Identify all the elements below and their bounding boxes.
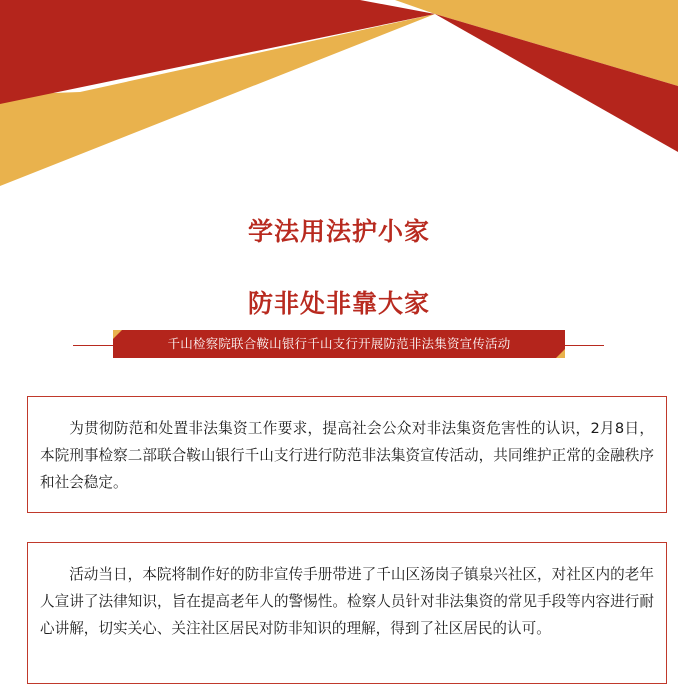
banner-gold-right-wedge — [395, 0, 678, 86]
subtitle-rule-right — [560, 345, 604, 346]
paragraph-box-2 — [27, 542, 667, 684]
ribbon-corner-bottom-right — [556, 349, 565, 358]
ribbon-corner-top-left — [113, 330, 122, 339]
page-title-line-2: 防非处非靠大家 — [247, 289, 430, 318]
paragraph-1: 为贯彻防范和处置非法集资工作要求，提高社会公众对非法集资危害性的认识，2月8日，本院刑事检察二部联合鞍山银行千山支行进行防范非法集资宣传活动，共同维护正常的金融秩序和社会稳定。 — [40, 420, 654, 491]
paragraph-box-1 — [27, 396, 667, 513]
subtitle-ribbon: 千山检察院联合鞍山银行千山支行开展防范非法集资宣传活动 — [113, 330, 565, 358]
subtitle-banner — [0, 328, 678, 362]
subtitle-rule-left — [73, 345, 117, 346]
page-title-line-1: 学法用法护小家 — [247, 217, 430, 246]
decorative-banner-art — [0, 0, 678, 200]
paragraph-2: 活动当日，本院将制作好的防非宣传手册带进了千山区汤岗子镇泉兴社区，对社区内的老年人宣讲了法律知识，旨在提高老年人的警惕性。检察人员针对非法集资的常见手段等内容进行耐心讲解，切实关心、关注社区居民对防非知识的理解，得到了社区居民的认可。 — [40, 566, 654, 637]
